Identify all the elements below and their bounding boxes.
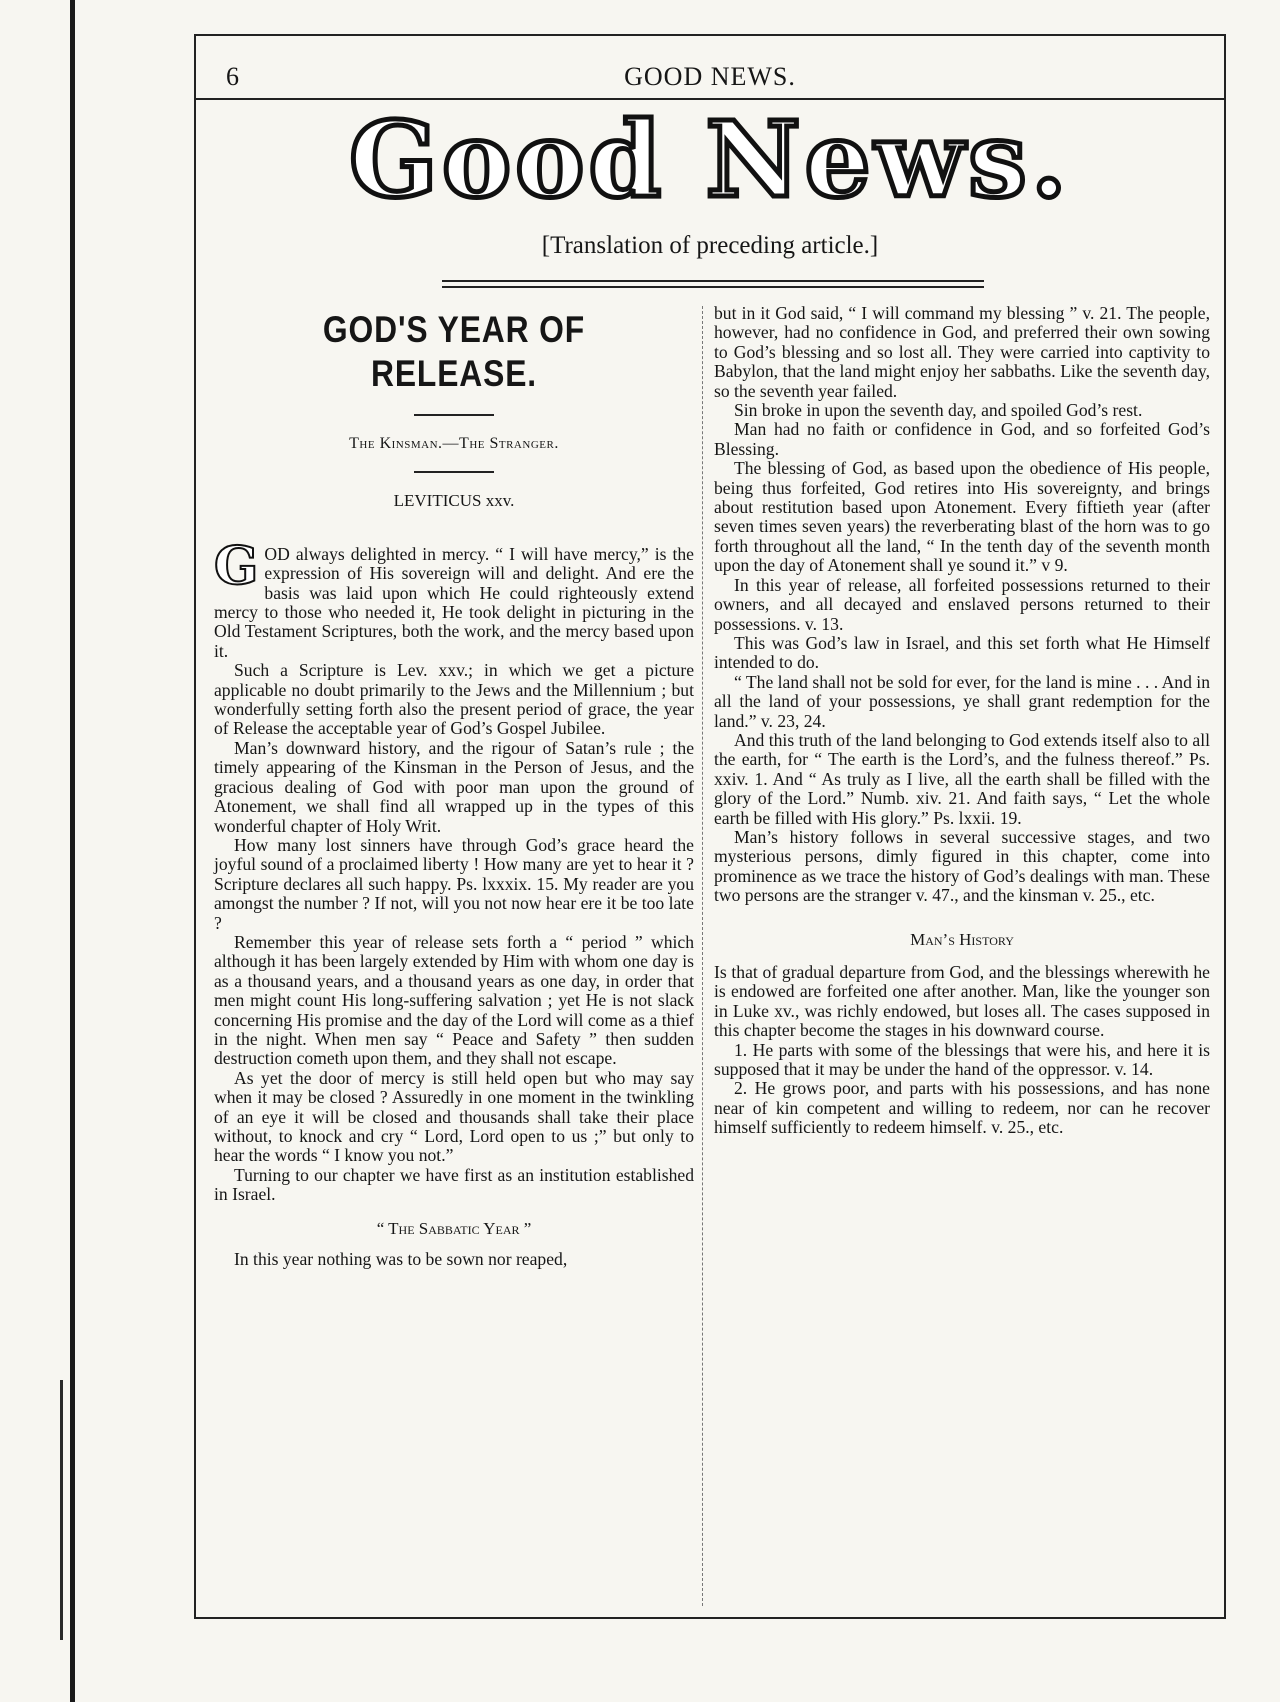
page-number: 6 [226,62,239,91]
binding-edge [70,0,75,1702]
double-rule-bottom [442,286,984,288]
paragraph: The blessing of God, as based upon the obedience of His people, being thus forfeited, God retires into His sovereignty, and brings about restitution based upon Atonement. Every fiftieth year (after seven times seven years) the reverberating blast of the horn was to go forth throughout all the land, “ In the tenth day of the seventh month upon the day of Atonement shall ye sound it.” v 9. [714,458,1210,576]
paragraph: This was God’s law in Israel, and this set forth what He Himself intended to do. [714,632,1210,673]
paragraph: In this year of release, all forfeited possessions returned to their owners, and all decayed and enslaved persons returned to their possessions. v. 13. [714,574,1210,634]
binding-shadow [60,1380,63,1640]
column-divider [702,306,703,1606]
double-rule-top [442,280,984,282]
right-column [714,304,1210,1138]
paragraph: Such a Scripture is Lev. xxv.; in which we get a picture applicable no doubt primarily to the Jews and the Millennium ; but wonderfully setting forth also the present period of grace, the year of Release the acceptable year of God’s Gospel Jubilee. [214,660,694,739]
paragraph: Sin broke in upon the seventh day, and spoiled God’s rest. [734,400,1143,421]
paragraph: Man’s downward history, and the rigour of Satan’s rule ; the timely appearing of the Kinsman in the Person of Jesus, and the gracious dealing of God with poor man upon the ground of Atonement, we shall find all wrapped up in the types of this wonderful chapter of Holy Writ. [214,737,694,836]
paragraph: Man’s history follows in several successive stages, and two mysterious persons, dimly figured in this chapter, come into prominence as we trace the history of God’s dealings with man. These two persons are the stranger v. 47., and the kinsman v. 25., etc. [714,826,1210,906]
short-rule [414,471,494,473]
section-heading-mans-history: Man’s History [910,929,1014,949]
paragraph: Man had no faith or confidence in God, and so forfeited God’s Blessing. [714,419,1210,459]
paragraph: In this year nothing was to be sown nor reaped, [234,1249,568,1270]
running-head [196,36,1224,100]
paragraph: Is that of gradual departure from God, and the blessings wherewith he is endowed are forfeited one after another. Man, like the younger son in Luke xv., was richly endowed, but loses all. The cases supposed in this chapter become the stages in his downward course. [714,962,1210,1041]
section-heading-sabbatic: “ The Sabbatic Year ” [376,1218,532,1238]
drop-cap: G [214,535,259,597]
paragraph: “ The land shall not be sold for ever, for the land is mine . . . And in all the land of your possessions, ye shall grant redemption for the land.” v. 23, 24. [714,671,1210,731]
paragraph: 2. He grows poor, and parts with his possessions, and has none near of kin competent and willing to redeem, nor can he recover himself sufficiently to redeem himself. v. 25., etc. [714,1078,1210,1138]
paragraph: but in it God said, “ I will command my blessing ” v. 21. The people, however, had no confidence in God, and preferred their own sowing to God’s blessing and so lost all. They were carried into captivity to Babylon, that the land might enjoy her sabbaths. Like the seventh day, so the seventh year failed. [714,303,1210,401]
scripture-reference: LEVITICUS xxv. [393,491,515,511]
paragraph: And this truth of the land belonging to God extends itself also to all the earth, for “ The earth is the Lord’s, and the fulness thereof.” Ps. xxiv. 1. And “ As truly as I live, all the earth shall be filled with the glory of the Lord.” Numb. xiv. 21. And faith says, “ Let the whole earth be filled with His glory.” Ps. lxxii. 19. [714,729,1210,828]
paragraph: 1. He parts with some of the blessings that were his, and here it is supposed that it may be under the hand of the oppressor. v. 14. [714,1039,1210,1080]
running-title: GOOD NEWS. [624,62,796,91]
page-frame [194,34,1226,1619]
paragraph: As yet the door of mercy is still held open but who may say when it may be closed ? Assuredly in one moment in the twinkling of an eye it will be closed and thousands shall take their place without, to knock and cry “ Lord, Lord open to us ;” but only to hear the words “ I know you not.” [214,1067,694,1166]
masthead-subtitle: [Translation of preceding article.] [541,232,879,259]
article-subhead: The Kinsman.—The Stranger. [349,435,559,452]
paragraph: GOD always delighted in mercy. “ I will have mercy,” is the expression of His sovereign will and delight. And ere the basis was laid upon which He could righteously extend mercy to those who needed it, He took delight in picturing in the Old Testament Scriptures, both the work, and the mercy based upon it. [214,535,694,661]
paragraph: Turning to our chapter we have first as an institution established in Israel. [214,1164,694,1205]
paragraph: How many lost sinners have through God’s grace heard the joyful sound of a proclaimed liberty ! How many are yet to hear it ? Scripture declares all such happy. Ps. lxxxix. 15. My reader are you amongst the number ? If not, will you not now hear ere it be too late ? [214,834,694,933]
short-rule [414,414,494,416]
left-column [214,304,694,1269]
masthead-title: Good News. [349,98,1071,221]
paragraph: Remember this year of release sets forth a “ period ” which although it has been largely extended by Him with whom one day is as a thousand years, and a thousand years as one day, in order that men might count His long-suffering salvation ; yet He is not slack concerning His promise and the day of the Lord will come as a thief in the night. When men say “ Peace and Safety ” then sudden destruction cometh upon them, and they shall not escape. [214,931,694,1069]
article-headline: GOD'S YEAR OF RELEASE. [322,309,586,394]
